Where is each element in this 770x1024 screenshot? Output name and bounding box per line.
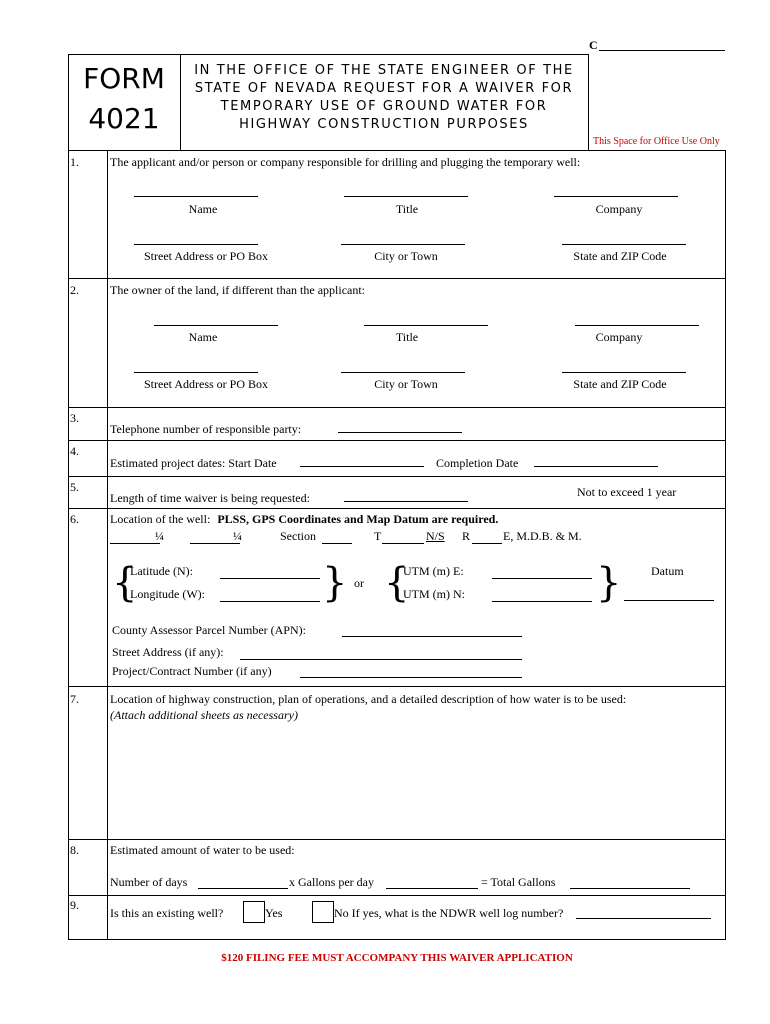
number-of-days-field[interactable] [198, 888, 288, 889]
header-title-line-3: TEMPORARY USE OF GROUND WATER FOR [220, 99, 548, 114]
completion-date-field[interactable] [534, 466, 658, 467]
section-number: 9. [70, 898, 79, 912]
water-amount-label: Estimated amount of water to be used: [110, 843, 295, 857]
row-divider-6 [68, 686, 726, 687]
street-address-label: Street Address (if any): [112, 645, 224, 659]
telephone-field[interactable] [338, 432, 462, 433]
waiver-length-label: Length of time waiver is being requested: [110, 491, 310, 505]
or-label: or [354, 576, 364, 590]
datum-label: Datum [651, 564, 684, 578]
owner-state-zip-field[interactable] [562, 372, 686, 373]
right-brace-close: } [596, 560, 622, 606]
ns-label: N/S [426, 529, 445, 543]
row-divider-5 [68, 508, 726, 509]
latitude-field[interactable] [220, 578, 320, 579]
section-prompt: The owner of the land, if different than the applicant: [110, 283, 366, 297]
construction-description-area[interactable] [110, 726, 720, 834]
row-divider-8 [68, 895, 726, 896]
applicant-company-label: Company [595, 202, 643, 216]
gallons-per-day-field[interactable] [386, 888, 478, 889]
left-brace-close: } [322, 560, 348, 606]
applicant-city-field[interactable] [341, 244, 465, 245]
apn-field[interactable] [342, 636, 522, 637]
office-use-note: This Space for Office Use Only [593, 136, 720, 147]
datum-field[interactable] [624, 600, 714, 601]
owner-company-field[interactable] [575, 325, 699, 326]
owner-name-label: Name [188, 330, 218, 344]
applicant-street-label: Street Address or PO Box [144, 249, 268, 263]
applicant-title-field[interactable] [344, 196, 468, 197]
start-date-label: Estimated project dates: Start Date [110, 456, 277, 470]
owner-company-label: Company [595, 330, 643, 344]
quarter-1-field[interactable] [110, 543, 160, 544]
owner-state-zip-label: State and ZIP Code [573, 377, 667, 391]
latitude-label: Latitude (N): [130, 564, 193, 578]
total-gallons-label: = Total Gallons [481, 875, 556, 889]
no-checkbox[interactable] [312, 901, 334, 923]
section-field[interactable] [322, 543, 352, 544]
owner-city-label: City or Town [374, 377, 438, 391]
range-label: R [462, 529, 471, 543]
well-location-requirement: PLSS, GPS Coordinates and Map Datum are required. [217, 512, 499, 526]
row-divider-3 [68, 440, 726, 441]
telephone-label: Telephone number of responsible party: [110, 422, 302, 436]
owner-city-field[interactable] [341, 372, 465, 373]
township-label: T [374, 529, 382, 543]
section-number: 2. [70, 283, 79, 297]
project-number-label: Project/Contract Number (if any) [112, 664, 272, 678]
filing-fee-notice: $120 FILING FEE MUST ACCOMPANY THIS WAIVER APPLICATION [221, 952, 573, 964]
yes-checkbox[interactable] [243, 901, 265, 923]
right-brace-open: { [384, 560, 410, 606]
well-location-label [110, 512, 498, 527]
row-divider-2 [68, 407, 726, 408]
section-number: 4. [70, 444, 79, 458]
office-code-label: C [589, 38, 598, 52]
utm-n-label: UTM (m) N: [403, 587, 465, 601]
attach-sheets-note: (Attach additional sheets as necessary) [110, 708, 298, 722]
table-bottom-border [68, 939, 726, 940]
row-divider-4 [68, 476, 726, 477]
office-code-field[interactable] [599, 50, 725, 51]
section-number: 8. [70, 843, 79, 857]
header-title-line-4: HIGHWAY CONSTRUCTION PURPOSES [239, 117, 529, 132]
table-left-border [68, 150, 69, 940]
table-number-divider [107, 150, 108, 940]
total-gallons-field[interactable] [570, 888, 690, 889]
existing-well-label: Is this an existing well? [110, 906, 224, 920]
no-well-log-label: No If yes, what is the NDWR well log number? [334, 906, 564, 920]
section-number: 5. [70, 480, 79, 494]
row-divider-7 [68, 839, 726, 840]
header-top-border [68, 54, 588, 55]
completion-date-label: Completion Date [436, 456, 519, 470]
applicant-title-label: Title [395, 202, 419, 216]
section-number: 7. [70, 692, 79, 706]
owner-street-label: Street Address or PO Box [144, 377, 268, 391]
section-number: 1. [70, 155, 79, 169]
section-number: 6. [70, 512, 79, 526]
start-date-field[interactable] [300, 466, 424, 467]
applicant-name-field[interactable] [134, 196, 258, 197]
table-top-border [68, 150, 726, 151]
applicant-street-field[interactable] [134, 244, 258, 245]
project-number-field[interactable] [300, 677, 522, 678]
quarter-2-label: ¼ [233, 529, 242, 543]
owner-street-field[interactable] [134, 372, 258, 373]
gallons-per-day-label: x Gallons per day [289, 875, 374, 889]
header-title-line-2: STATE OF NEVADA REQUEST FOR A WAIVER FOR [194, 81, 574, 96]
owner-title-field[interactable] [364, 325, 488, 326]
street-address-field[interactable] [240, 659, 522, 660]
applicant-city-label: City or Town [374, 249, 438, 263]
row-divider-1 [68, 278, 726, 279]
township-field[interactable] [382, 543, 424, 544]
yes-label: Yes [265, 906, 283, 920]
meridian-label: E, M.D.B. & M. [503, 529, 582, 543]
number-of-days-label: Number of days [110, 875, 188, 889]
well-location-prompt: Location of the well: [110, 512, 211, 526]
section-label: Section [280, 529, 316, 543]
form-number: 4021 [88, 102, 160, 135]
utm-n-field[interactable] [492, 601, 592, 602]
applicant-company-field[interactable] [554, 196, 678, 197]
apn-label: County Assessor Parcel Number (APN): [112, 623, 306, 637]
utm-e-field[interactable] [492, 578, 592, 579]
header-title-line-1: IN THE OFFICE OF THE STATE ENGINEER OF THE [194, 63, 574, 78]
owner-name-field[interactable] [154, 325, 278, 326]
waiver-length-field[interactable] [344, 501, 468, 502]
section-prompt: The applicant and/or person or company responsible for drilling and plugging the temporary well: [110, 155, 581, 169]
well-log-number-field[interactable] [576, 918, 711, 919]
waiver-length-note: Not to exceed 1 year [577, 485, 677, 499]
longitude-label: Longitude (W): [130, 587, 205, 601]
construction-description-label: Location of highway construction, plan of operations, and a detailed description of how water is to be used: [110, 692, 627, 706]
quarter-1-label: ¼ [155, 529, 164, 543]
applicant-name-label: Name [188, 202, 218, 216]
header-right-border [588, 54, 589, 150]
section-number: 3. [70, 411, 79, 425]
owner-title-label: Title [395, 330, 419, 344]
left-brace-open: { [112, 560, 138, 606]
utm-e-label: UTM (m) E: [403, 564, 464, 578]
table-right-border [725, 150, 726, 940]
range-field[interactable] [472, 543, 502, 544]
longitude-field[interactable] [220, 601, 320, 602]
applicant-state-zip-label: State and ZIP Code [573, 249, 667, 263]
applicant-state-zip-field[interactable] [562, 244, 686, 245]
form-word: FORM [83, 62, 165, 95]
